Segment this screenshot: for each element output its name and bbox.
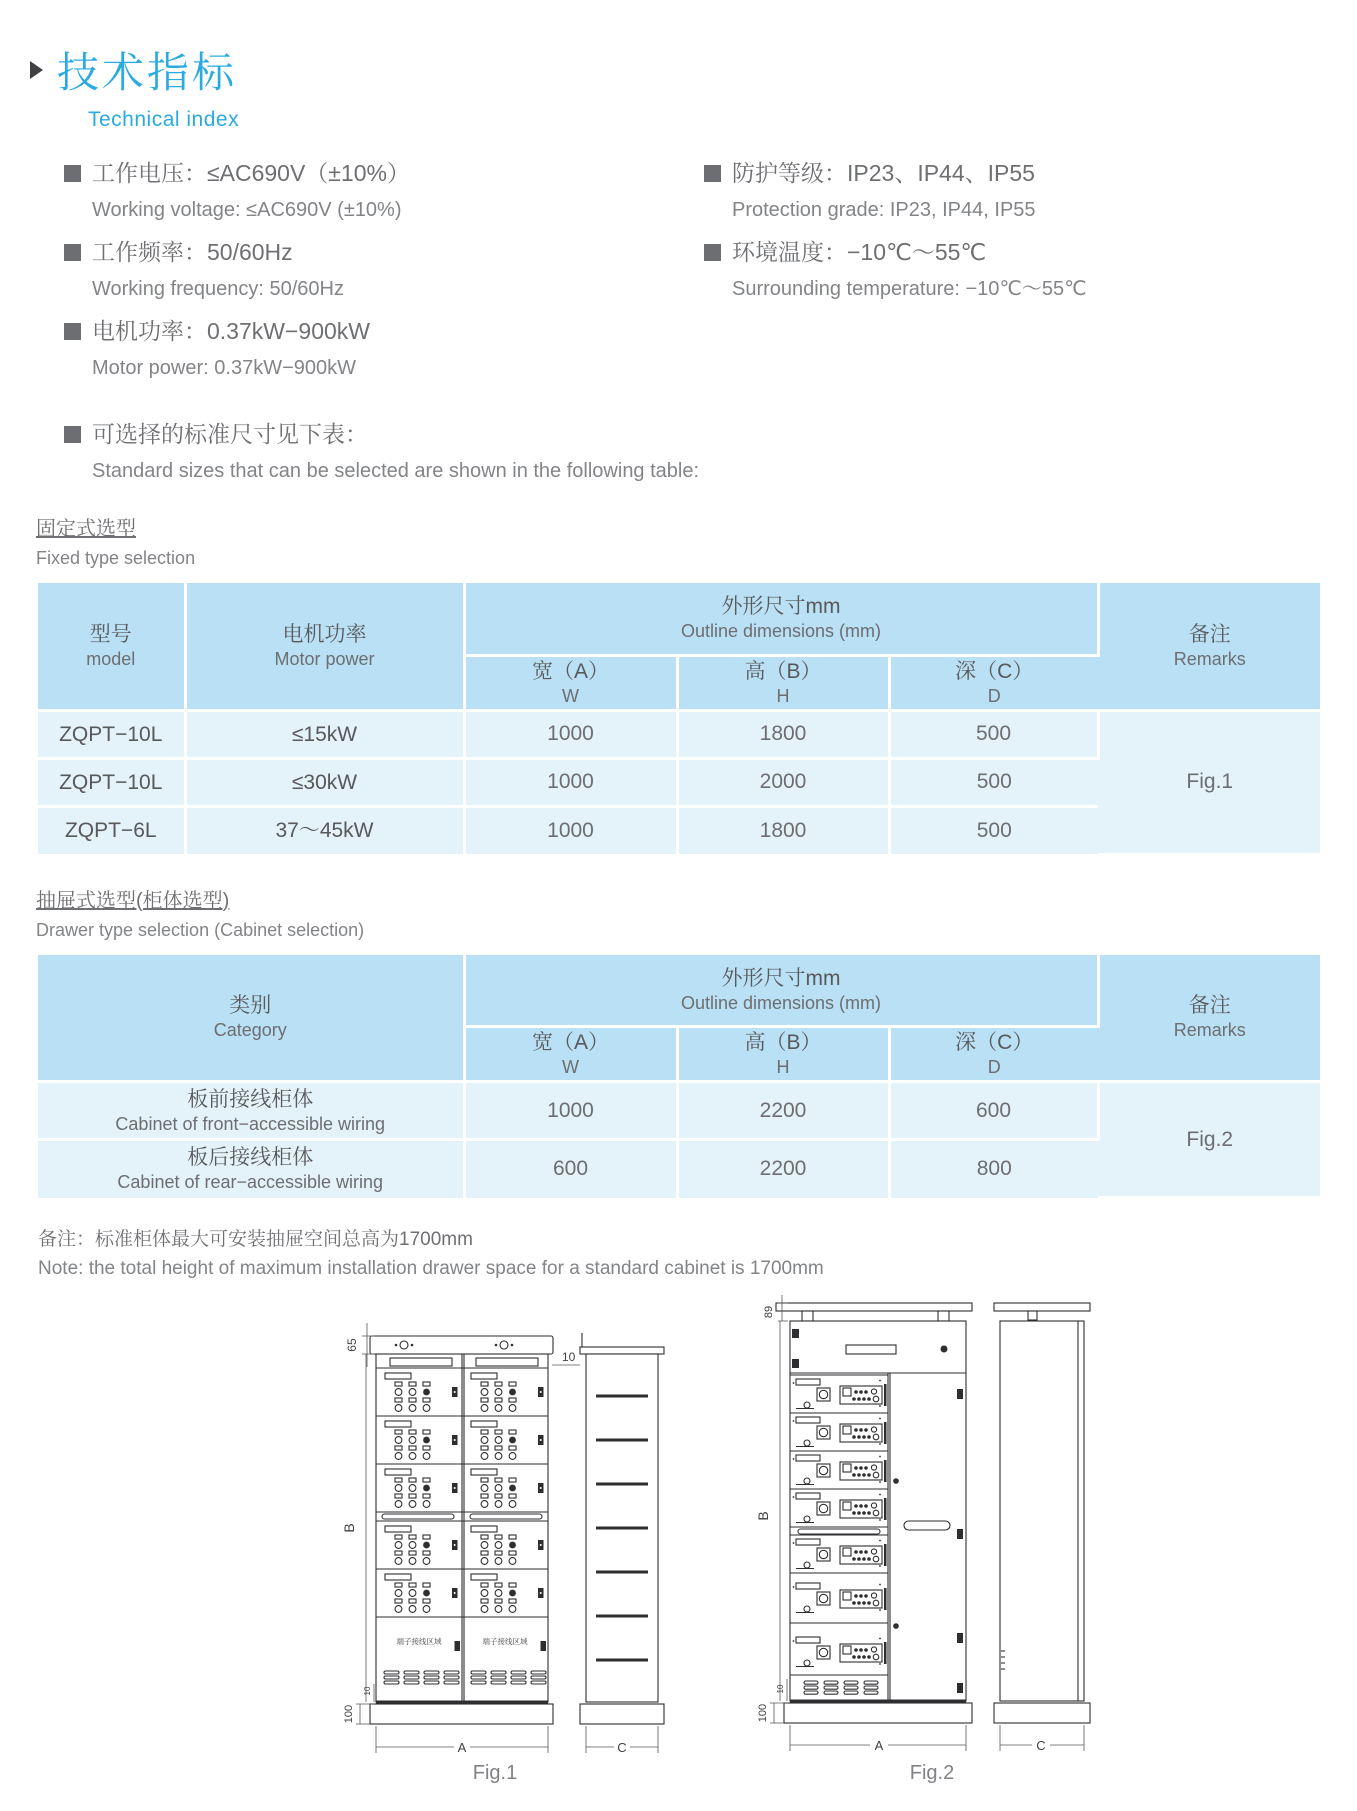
spec-en-text: Motor power: 0.37kW−900kW xyxy=(92,357,356,379)
footnote-zh: 备注：标准柜体最大可安装抽屉空间总高为1700mm xyxy=(38,1229,473,1250)
header-en: D xyxy=(987,1057,1001,1077)
cell-width: 600 xyxy=(464,1140,677,1198)
cell-width: 1000 xyxy=(464,758,677,806)
fig1-caption: Fig.1 xyxy=(472,1762,518,1784)
fig2-dim-A: A xyxy=(874,1738,884,1753)
section-title-en: Fixed type selection xyxy=(36,548,196,568)
fixed-type-table xyxy=(38,583,1320,856)
table-row xyxy=(38,710,1320,758)
fig1-terminal-label: 端子接线区域 xyxy=(482,1637,528,1646)
cell-motor: 37～45kW xyxy=(185,806,464,854)
category-en: Cabinet of rear−accessible wiring xyxy=(117,1172,384,1193)
fig1-top-cap xyxy=(370,1336,553,1354)
fig1-cabinet-drawing xyxy=(330,1311,680,1786)
section-title-zh: 固定式选型 xyxy=(36,518,136,540)
category-en: Cabinet of front−accessible wiring xyxy=(115,1113,386,1134)
cell-height: 1800 xyxy=(677,710,889,758)
category-zh: 板前接线柜体 xyxy=(187,1087,314,1111)
cell-width: 1000 xyxy=(464,1082,677,1140)
header-zh: 备注 xyxy=(1188,622,1231,646)
intro-en-text: Standard sizes that can be selected are shown in the following table: xyxy=(92,460,700,482)
header-en: Outline dimensions (mm) xyxy=(680,992,882,1013)
fig2-top-lid xyxy=(776,1303,972,1311)
header-en: W xyxy=(562,1057,579,1077)
page-title: 技术指标 xyxy=(57,49,238,96)
col-header-model xyxy=(38,583,185,710)
cell-model: ZQPT−10L xyxy=(38,758,185,806)
spec-column-left xyxy=(64,158,704,395)
square-bullet-icon xyxy=(704,165,721,182)
fig2-dim-C: C xyxy=(1036,1738,1046,1753)
square-bullet-icon xyxy=(64,426,81,443)
fig2-dim-100: 100 xyxy=(757,1703,769,1723)
fig1-plinth xyxy=(370,1704,553,1724)
spec-zh-text: 工作电压：≤AC690V（±10%） xyxy=(92,160,410,186)
spec-working-frequency xyxy=(64,237,704,302)
spec-en-text: Protection grade: IP23, IP44, IP55 xyxy=(732,199,1036,221)
fig1-side-cap xyxy=(580,1347,664,1354)
fig1-dim-100: 100 xyxy=(343,1704,355,1724)
fig1-dim-65: 65 xyxy=(345,1338,359,1352)
spec-motor-power xyxy=(64,316,704,381)
table-row xyxy=(38,1082,1320,1140)
cell-height: 1800 xyxy=(677,806,889,854)
cell-depth: 500 xyxy=(889,710,1098,758)
header-zh: 电机功率 xyxy=(282,622,367,646)
square-bullet-icon xyxy=(64,323,81,340)
col-header-width xyxy=(464,1027,677,1082)
spec-table-intro xyxy=(64,419,1357,484)
header-zh: 类别 xyxy=(229,994,272,1018)
spec-column-right xyxy=(704,158,1304,395)
fig2-side-cap xyxy=(994,1303,1090,1311)
header-zh: 宽（A） xyxy=(531,1031,609,1054)
header-zh: 型号 xyxy=(89,622,132,646)
fig2-dim-B: B xyxy=(755,1511,771,1521)
drawer-type-table xyxy=(38,955,1320,1200)
spec-zh-text: 环境温度：−10℃～55℃ xyxy=(732,239,987,265)
col-header-remarks xyxy=(1098,955,1320,1082)
col-header-depth xyxy=(889,655,1098,710)
fig2-cabinet-drawing xyxy=(742,1281,1102,1786)
fig1-dim-10: 10 xyxy=(363,1686,372,1696)
header-zh: 外形尺寸mm xyxy=(721,966,841,990)
spec-working-voltage xyxy=(64,158,704,223)
fig2-dim-89: 89 xyxy=(763,1305,775,1319)
spec-en-text: Working voltage: ≤AC690V (±10%) xyxy=(92,199,402,221)
figures-area xyxy=(0,1291,1357,1811)
header-en: model xyxy=(86,648,136,669)
col-header-category xyxy=(38,955,464,1082)
header-zh: 深（C） xyxy=(955,1031,1034,1054)
fig2-caption: Fig.2 xyxy=(909,1762,955,1784)
col-header-outline-dimensions xyxy=(464,955,1098,1027)
header-zh: 深（C） xyxy=(955,659,1034,683)
col-header-remarks xyxy=(1098,583,1320,710)
fig2-plinth xyxy=(784,1703,972,1723)
cell-category xyxy=(38,1082,464,1140)
header-en: Remarks xyxy=(1173,648,1246,669)
section-arrow-icon xyxy=(30,61,43,79)
spec-zh-text: 电机功率：0.37kW−900kW xyxy=(92,318,370,344)
spec-en-text: Surrounding temperature: −10℃～55℃ xyxy=(732,278,1087,300)
col-header-motor-power xyxy=(185,583,464,710)
cell-height: 2200 xyxy=(677,1082,889,1140)
spec-surrounding-temperature xyxy=(704,237,1304,302)
fig1-terminal-label: 端子接线区域 xyxy=(396,1637,442,1646)
spec-en-text: Working frequency: 50/60Hz xyxy=(92,278,344,300)
cell-width: 1000 xyxy=(464,806,677,854)
cell-depth: 800 xyxy=(889,1140,1098,1198)
col-header-width xyxy=(464,655,677,710)
cell-height: 2200 xyxy=(677,1140,889,1198)
section-drawer-type xyxy=(36,884,1357,941)
category-zh: 板后接线柜体 xyxy=(187,1146,314,1170)
header-en: Outline dimensions (mm) xyxy=(680,621,882,642)
fig1-dim-A: A xyxy=(457,1740,467,1755)
fig2-dim-10: 10 xyxy=(776,1684,785,1694)
header-zh: 高（B） xyxy=(744,1031,822,1054)
fig2-side-view xyxy=(1000,1321,1084,1701)
header-zh: 宽（A） xyxy=(531,659,609,683)
footnote xyxy=(38,1225,1357,1283)
col-header-height xyxy=(677,655,889,710)
cell-remark-fig1: Fig.1 xyxy=(1098,710,1320,854)
cell-height: 2000 xyxy=(677,758,889,806)
cell-motor: ≤30kW xyxy=(185,758,464,806)
header-en: Motor power xyxy=(274,648,375,669)
cell-category xyxy=(38,1140,464,1198)
header-en: Category xyxy=(213,1020,287,1041)
header-zh: 高（B） xyxy=(744,659,822,683)
page-subtitle: Technical index xyxy=(88,108,240,131)
spec-zh-text: 工作频率：50/60Hz xyxy=(92,239,293,265)
cell-width: 1000 xyxy=(464,710,677,758)
cell-depth: 500 xyxy=(889,758,1098,806)
cell-depth: 600 xyxy=(889,1082,1098,1140)
col-header-depth xyxy=(889,1027,1098,1082)
cell-motor: ≤15kW xyxy=(185,710,464,758)
col-header-height xyxy=(677,1027,889,1082)
square-bullet-icon xyxy=(704,244,721,261)
section-title-zh: 抽屉式选型(柜体选型) xyxy=(36,889,230,912)
col-header-outline-dimensions xyxy=(464,583,1098,655)
header-en: H xyxy=(776,685,790,706)
cell-depth: 500 xyxy=(889,806,1098,854)
spec-protection-grade xyxy=(704,158,1304,223)
section-title-en: Drawer type selection (Cabinet selection) xyxy=(36,919,365,940)
intro-zh-text: 可选择的标准尺寸见下表： xyxy=(92,421,368,447)
fig1-dim-C: C xyxy=(617,1740,627,1755)
header-en: H xyxy=(776,1057,790,1077)
header-en: D xyxy=(987,685,1001,706)
cell-remark-fig2: Fig.2 xyxy=(1098,1082,1320,1198)
header-en: Remarks xyxy=(1173,1020,1246,1041)
header-zh: 外形尺寸mm xyxy=(721,595,841,619)
page-header xyxy=(0,0,1357,132)
spec-zh-text: 防护等级：IP23、IP44、IP55 xyxy=(732,160,1035,186)
cell-model: ZQPT−6L xyxy=(38,806,185,854)
spec-list xyxy=(64,158,1357,395)
square-bullet-icon xyxy=(64,165,81,182)
cell-model: ZQPT−10L xyxy=(38,710,185,758)
header-zh: 备注 xyxy=(1188,994,1231,1018)
section-fixed-type xyxy=(36,512,1357,569)
fig1-dim-10-right: 10 xyxy=(562,1350,576,1364)
fig1-dim-B: B xyxy=(341,1523,357,1533)
footnote-en: Note: the total height of maximum installation drawer space for a standard cabinet is 1700mm xyxy=(38,1258,824,1279)
square-bullet-icon xyxy=(64,244,81,261)
header-en: W xyxy=(562,685,579,706)
